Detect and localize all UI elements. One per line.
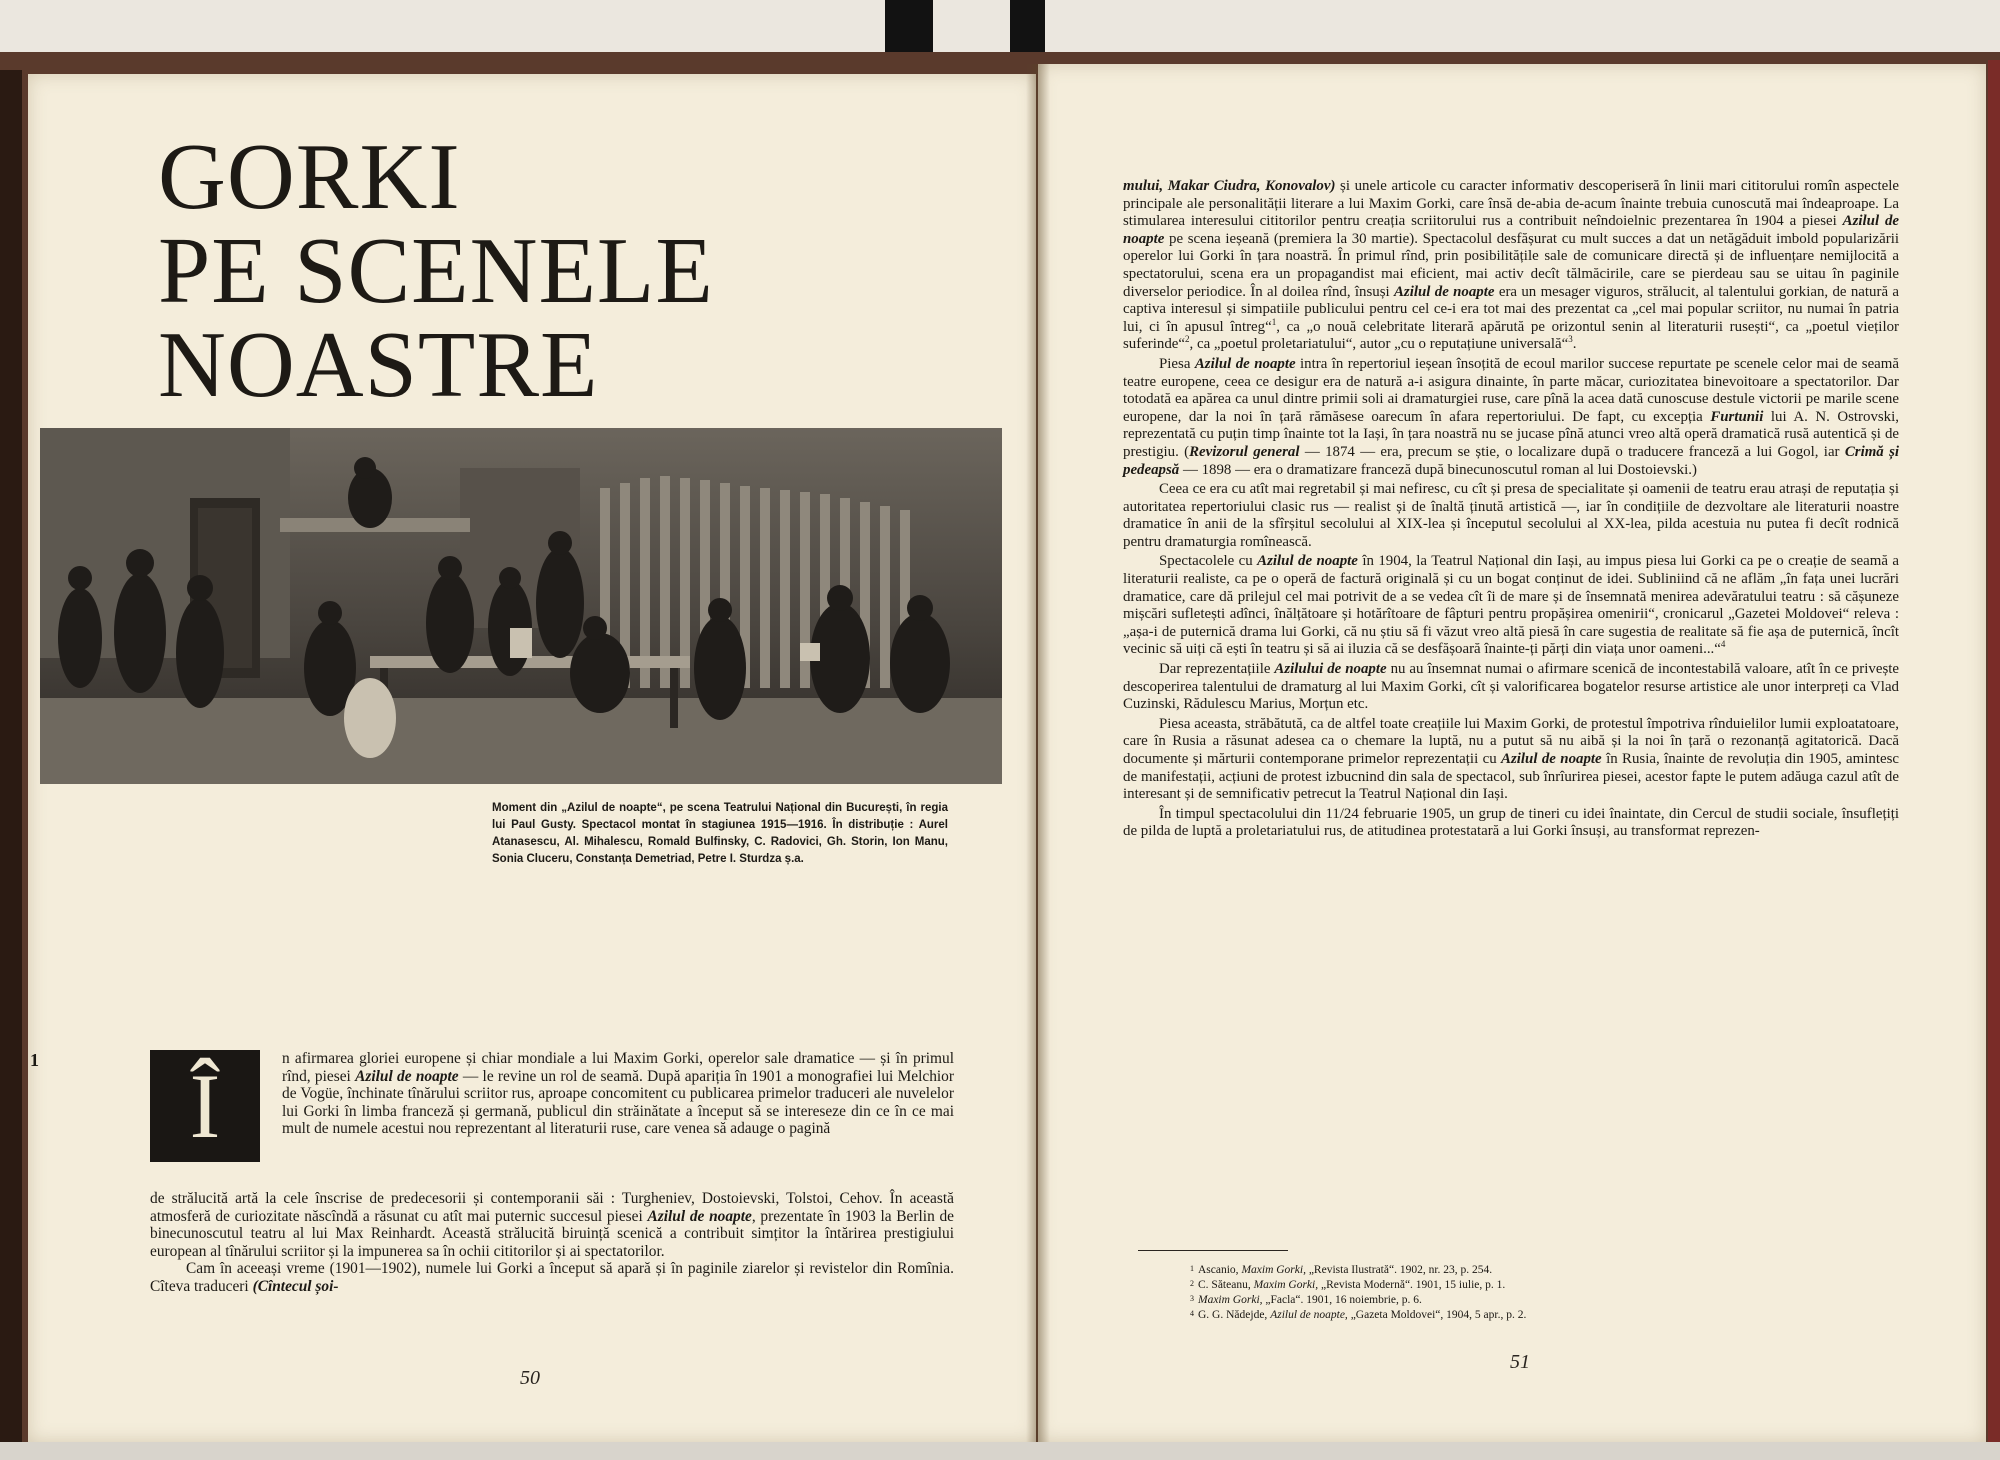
book-cover-edge-left — [0, 70, 22, 1442]
paragraph: Ceea ce era cu atît mai regretabil și mai nefiresc, cu cît și presa de specialitate și oamenii de teatru erau atrași de reputația și autoritatea repertoriului clasic rus — realist și de înaltă ținută artistică —, iar în condițiile de dezvoltare ale literaturii noastre dramatice în anii de la sfîrșitul secolului al XIX-lea și începutul secolului al XX-lea, pilda acestuia nu putea fi decît rodnică pentru dramaturgia romînească. — [1123, 481, 1899, 550]
text-run: Piesa — [1159, 355, 1195, 372]
footnote — [1190, 1307, 1890, 1322]
text-run: , ca „poetul proletariatului“, autor „cu o reputațiune universală“ — [1189, 336, 1569, 353]
italic-title: Azilul de noapte — [1123, 213, 1900, 247]
stage-photograph — [40, 428, 1002, 784]
footnote-ref: 3 — [1568, 334, 1573, 345]
stage-photograph-image — [40, 428, 1002, 784]
paragraph — [1123, 553, 1899, 659]
article-title — [158, 125, 714, 417]
text-run: intra în repertoriul ieșean însoțită de ecoul marilor succese repurtate pe scenele celor mai de seamă teatre europene, ceea ce desigur era de natură a-i asigura dinainte, în parte măcar, curiozitatea binevoitoare a spectatorilor. Dar totodată ea apărea ca unul dintre primii soli ai dramaturgiei ruse, care pînă la acea dată cunoscuse destule victorii pe marile scene europene, dar la noi în țară rămăsese oarecum în afara repertoriului. De fapt, cu excepția — [1123, 355, 1899, 425]
paragraph — [1123, 356, 1899, 479]
italic-title: mului, Makar Ciudra, Konovalov) — [1123, 178, 1336, 194]
italic-title: Revizorul general — [1189, 443, 1300, 460]
italic-title: Maxim Gorki, — [1241, 1264, 1306, 1276]
book-cover-edge-right — [1988, 60, 2000, 1442]
text-run: n afirmarea gloriei europene și chiar mondiale a lui Maxim Gorki, operelor sale dramatice — și în primul rînd, piesei — [282, 1050, 954, 1085]
text-run: în Rusia, înainte de revoluția din 1905, amintesc de manifestații, acțiuni de protest izbucnind din sala de spectacol, sub înrîurirea piesei, acestor fapte le putem adăuga cazul atît de interesant și de semnificativ petrecut la Teatrul Național din Iași. — [1123, 751, 1899, 803]
paragraph — [1123, 716, 1899, 804]
text-run: în 1904, la Teatrul Național din Iași, au impus piesa lui Gorki ca pe o creație de seamă a literaturii realiste, ca pe o operă de factură originală și cu un bogat conținut de idei. Subliniind că ne aflăm „în fața unei lucrări dramatice, care dă prilejul cel mai potrivit de a se vedea cît îi de mare și de însemnată menirea adevăratului teatru : să cășuneze mișcări sufletești adînci, înălțătoare și hotărîtoare de fâpturi pentru propășirea omenirii“, cronicarul „Gazetei Moldovei“ releva : „așa-i de puternică drama lui Gorki, că nu știu să fi văzut vreo altă piesă în care sugestia de realitate să fie așa de puternică, încît vecinic să uiți că ești în teatru și să ai iluzia că se desfășoară înainte-ți părți din viața unor oameni...“ — [1123, 553, 1899, 658]
text-run: Ascanio, — [1198, 1264, 1242, 1276]
text-run: . — [1572, 336, 1577, 353]
footnotes — [1190, 1262, 1890, 1322]
italic-title: Azilul de noapte — [355, 1067, 459, 1085]
footnote-number: 4 — [1190, 1309, 1194, 1318]
text-run: Cam în aceeași vreme (1901—1902), numele lui Gorki a început să apară și în paginile ziarelor și revistelor din Romînia. Cîteva traduceri — [150, 1260, 954, 1295]
text-run: lui A. N. Ostrovski, reprezentată cu puțin timp înainte tot la Iași, în țara noastră nu se jucase pînă atunci vreo altă operă dramatică rusă autentică și de prestigiu. ( — [1123, 408, 1899, 460]
background-top-strip — [0, 0, 2000, 52]
text-run: , prezentate în 1903 la Berlin de binecunoscutul teatru al lui Max Reinhardt. Această strălucită biruință scenică a contribuit simțitor la întărirea prestigiului european al tînărului scriitor și la impunerea sa în ochii cititorilor și ai spectatorilor. — [150, 1207, 954, 1260]
italic-title: Azilul de noapte — [1257, 553, 1358, 570]
footnote-ref: 2 — [1185, 334, 1190, 345]
text-run: , ca „o nouă celebritate literară apărută pe orizontul senin al literaturii rusești“, ca „poetul vieților suferinde“ — [1123, 318, 1899, 353]
paragraph — [150, 1260, 954, 1295]
text-run: de strălucită artă la cele înscrise de predecesorii și contemporanii săi : Turgheniev, Dostoievski, Tolstoi, Cehov. În această atmosferă de curiozitate născîndă a răsunat cu atît mai puternic succesul piesei — [150, 1190, 954, 1225]
text-run: — 1898 — era o dramatizare franceză după binecunoscutul roman al lui Dostoievski.) — [1179, 461, 1697, 478]
title-line: GORKI — [158, 125, 461, 229]
italic-title: (Cîntecul șoi- — [252, 1277, 339, 1295]
paragraph: În timpul spectacolului din 11/24 februarie 1905, un grup de tineri cu idei înaintate, din Cercul de studii sociale, însuflețiți de pilda de luptă a proletariatului rus, de atitudinea protestatară a lui Gorki însuși, au transformat reprezen- — [1123, 805, 1899, 840]
footnote — [1190, 1277, 1890, 1292]
background-bottom-strip — [0, 1442, 2000, 1460]
left-body-text — [150, 1190, 954, 1295]
italic-title: Azilul de noapte — [647, 1207, 752, 1225]
italic-title: Azilul de noapte — [1394, 283, 1495, 300]
italic-title: Furtunii — [1710, 408, 1764, 425]
margin-mark: 1 — [30, 1050, 39, 1070]
italic-title: Maxim Gorki, — [1253, 1279, 1319, 1291]
intro-paragraph — [282, 1050, 954, 1138]
italic-title: Azilului de noapte — [1274, 661, 1387, 678]
italic-title: Azilul de noapte — [1501, 751, 1602, 767]
text-run: „Revista Ilustrată“. 1902, nr. 23, p. 254. — [1305, 1264, 1493, 1276]
drop-cap: Î — [150, 1050, 260, 1162]
paragraph — [1123, 178, 1899, 354]
book-spine-shadow — [1026, 64, 1050, 1442]
text-run: Piesa aceasta, străbătută, ca de altfel toate creațiile lui Maxim Gorki, de protestul împotriva rînduielilor lumii exploatatoare, care în Rusia a răsunat adesea ca o chemare la luptă, nu a putut să nu aibă și la noi în țară o rezonanță agitatorică. Dacă documente și mărturii contemporane primelor reprezentații cu — [1123, 715, 1899, 767]
footnote-ref: 4 — [1720, 639, 1726, 650]
text-run: „Gazeta Moldovei“, 1904, 5 apr., p. 2. — [1347, 1309, 1527, 1321]
text-run: — 1874 — era, precum se știe, o localizare după o traducere franceză a lui Gogol, iar — [1299, 443, 1845, 460]
footnote-rule — [1138, 1250, 1288, 1251]
text-run: și unele articole cu caracter informativ descoperiseră în linii mari cititorului romîn aspectele principale ale personalității literare a lui Maxim Gorki, care însă de-abia de-acum înainte trebuia cunoscută mai îndeaproape. La stimularea interesului cititorilor pentru creația scriitorului rus a contribuit neîndoielnic prezentarea în 1904 a piesei — [1123, 178, 1899, 230]
text-run: „Revista Modernă“. 1901, 15 iulie, p. 1. — [1318, 1279, 1506, 1291]
italic-title: Azilul de noapte, — [1270, 1309, 1348, 1321]
background-gap — [1010, 0, 1045, 52]
text-run: C. Săteanu, — [1198, 1279, 1254, 1291]
paragraph — [150, 1190, 954, 1260]
text-run: Spectacolele cu — [1159, 553, 1258, 570]
footnote-number: 1 — [1190, 1264, 1194, 1273]
title-line: PE SCENELE — [158, 219, 714, 323]
footnote-number: 3 — [1190, 1294, 1194, 1303]
paragraph — [1123, 661, 1899, 714]
text-run: era un mesager viguros, strălucit, al talentului gorkian, de natură a captiva interesul și simpatiile publicului pentru cel ce-i era tot mai des prezentat ca „cel mai popular scriitor, nu numai în patria lui, ci în apusul întreg“ — [1123, 283, 1899, 335]
text-run: — le revine un rol de seamă. După apariția în 1901 a monografiei lui Melchior de Vogüe, închinate tînărului scriitor rus, aproape concomitent cu publicarea primelor traduceri ale nuvelelor lui Gorki în limba franceză și germană, publicul din străinătate a început să se intereseze din ce în ce mai mult de numele acestui nou reprezentant al literaturii ruse, care venea să adauge o pagină — [282, 1067, 954, 1137]
right-body-text — [1123, 178, 1899, 843]
text-run: nu au însemnat numai o afirmare scenică de incontestabilă valoare, atît în ce privește descoperirea talentului de dramaturg al lui Maxim Gorki, cît și valorificarea bogatelor resurse artistice ale unor interpreți ca Vlad Cuzinski, Rădulescu Marius, Morțun etc. — [1123, 661, 1899, 713]
text-run: pe scena ieșeană (premiera la 30 martie). Spectacolul desfășurat cu mult succes a dat un netăgăduit imbold popularizării operelor lui Gorki în țara noastră. În primul rînd, prin posibilitățile sale de comunicare directă și de influențare nemijlocită a spectatorului, scena era un propagandist mai eficient, mai activ decît tălmăcirile, care se pierdeau sau se uitau în paginile diverselor periodice. În al doilea rînd, însuși — [1123, 230, 1899, 300]
page-number-left: 50 — [520, 1367, 540, 1389]
background-gap — [885, 0, 933, 52]
page-number-right: 51 — [1510, 1351, 1530, 1373]
text-run: G. G. Nădejde, — [1198, 1309, 1271, 1321]
footnote-ref: 1 — [1271, 316, 1277, 327]
footnote — [1190, 1292, 1890, 1307]
photo-caption: Moment din „Azilul de noapte“, pe scena Teatrului Național din București, în regia lui Paul Gusty. Spectacol montat în stagiunea 1915—1916. În distribuție : Aurel Atanasescu, Al. Mihalescu, Romald Bulfinsky, C. Radovici, Gh. Storin, Ion Manu, Sonia Cluceru, Constanța Demetriad, Petre I. Sturdza ș.a. — [492, 802, 948, 865]
italic-title: Crimă și pedeapsă — [1123, 443, 1899, 478]
italic-title: Maxim Gorki, — [1198, 1294, 1263, 1306]
footnote-number: 2 — [1190, 1279, 1194, 1288]
text-run: Dar reprezentațiile — [1159, 661, 1275, 678]
title-line: NOASTRE — [158, 313, 599, 417]
footnote — [1190, 1262, 1890, 1277]
italic-title: Azilul de noapte — [1194, 355, 1296, 372]
text-run: „Facla“. 1901, 16 noiembrie, p. 6. — [1262, 1294, 1422, 1306]
